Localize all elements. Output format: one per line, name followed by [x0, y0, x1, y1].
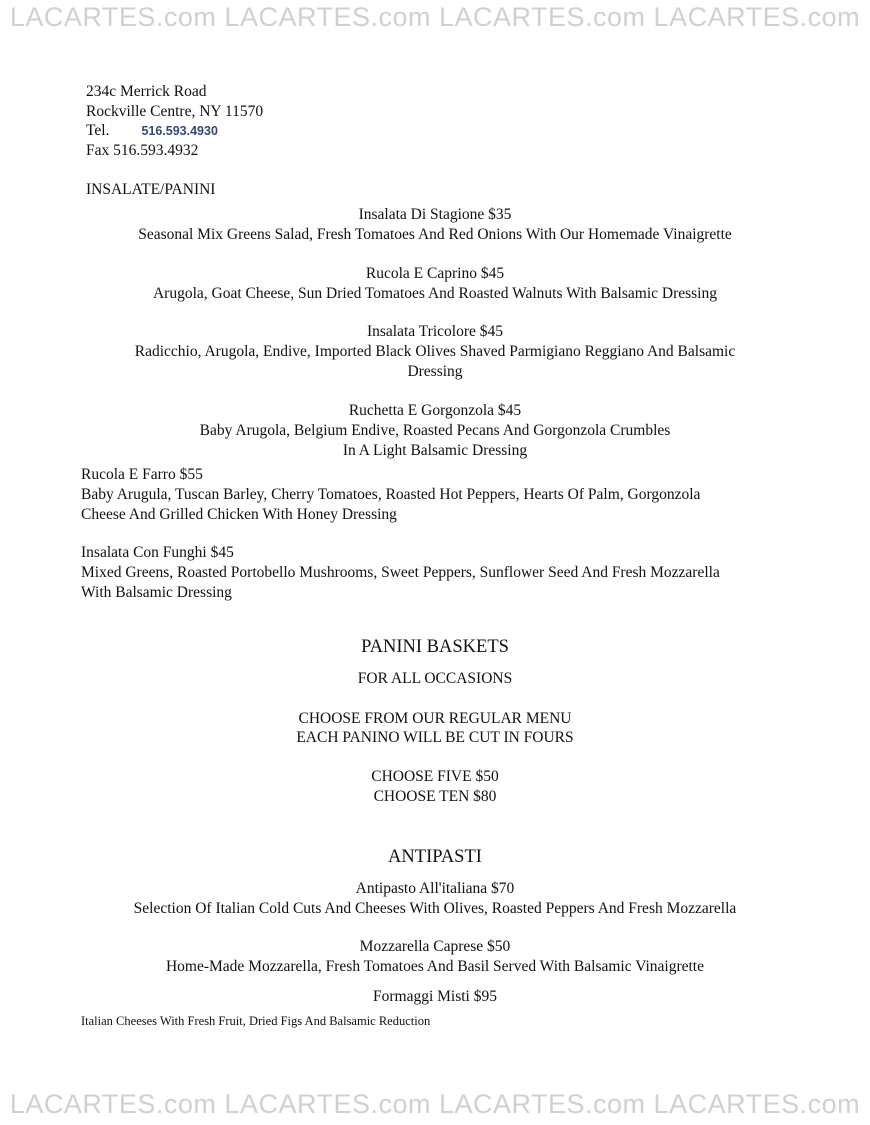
menu-item-name: Antipasto All'italiana $70 [355, 880, 515, 897]
tel-label: Tel. [86, 122, 110, 139]
menu-item-desc: Mixed Greens, Roasted Portobello Mushrooms, Sweet Peppers, Sunflower Seed And Fresh Mozzarella [81, 564, 720, 581]
menu-item-desc: Home-Made Mozzarella, Fresh Tomatoes And Basil Served With Balsamic Vinaigrette [165, 958, 704, 975]
address-city: Rockville Centre, NY 11570 [86, 103, 264, 120]
menu-item-desc: Baby Arugola, Belgium Endive, Roasted Pecans And Gorgonzola Crumbles [199, 422, 671, 439]
menu-item-name: Insalata Con Funghi $45 [81, 544, 234, 561]
menu-item-desc: In A Light Balsamic Dressing [342, 442, 528, 459]
watermark-top: LACARTES.com LACARTES.com LACARTES.com LACARTES.com [9, 2, 861, 32]
panini-baskets-line: EACH PANINO WILL BE CUT IN FOURS [296, 729, 574, 746]
menu-item-name: Formaggi Misti $95 [372, 988, 497, 1005]
menu-item-name: Rucola E Farro $55 [81, 466, 203, 483]
address-street: 234c Merrick Road [86, 83, 207, 100]
panini-baskets-subheading: FOR ALL OCCASIONS [357, 670, 513, 687]
address-tel [86, 121, 218, 141]
menu-item-name: Rucola E Caprino $45 [365, 265, 505, 282]
menu-item-name: Insalata Tricolore $45 [366, 323, 504, 340]
menu-item-name: Insalata Di Stagione $35 [358, 206, 512, 223]
menu-item-desc: Selection Of Italian Cold Cuts And Cheeses With Olives, Roasted Peppers And Fresh Mozzarella [133, 900, 737, 917]
tel-number: 516.593.4930 [141, 124, 218, 138]
antipasti-heading: ANTIPASTI [388, 847, 482, 867]
menu-item-desc: Arugola, Goat Cheese, Sun Dried Tomatoes And Roasted Walnuts With Balsamic Dressing [152, 285, 717, 302]
menu-item-desc: Italian Cheeses With Fresh Fruit, Dried Figs And Balsamic Reduction [81, 1014, 431, 1028]
address-fax: Fax 516.593.4932 [86, 142, 199, 159]
panini-baskets-price: CHOOSE TEN $80 [373, 788, 497, 805]
panini-baskets-line: CHOOSE FROM OUR REGULAR MENU [298, 710, 572, 727]
menu-item-desc: Baby Arugula, Tuscan Barley, Cherry Tomatoes, Roasted Hot Peppers, Hearts Of Palm, Gorgonzola [81, 486, 701, 503]
menu-item-desc: Cheese And Grilled Chicken With Honey Dressing [81, 506, 397, 523]
menu-item-name: Mozzarella Caprese $50 [359, 938, 511, 955]
menu-item-desc: Dressing [407, 363, 463, 380]
watermark-bottom: LACARTES.com LACARTES.com LACARTES.com LACARTES.com [9, 1089, 861, 1119]
insalate-heading: INSALATE/PANINI [86, 181, 216, 198]
menu-item-name: Ruchetta E Gorgonzola $45 [348, 402, 522, 419]
menu-item-desc: Seasonal Mix Greens Salad, Fresh Tomatoes And Red Onions With Our Homemade Vinaigrette [138, 226, 732, 243]
panini-baskets-heading: PANINI BASKETS [361, 637, 509, 657]
menu-item-desc: With Balsamic Dressing [81, 584, 232, 601]
menu-item-desc: Radicchio, Arugola, Endive, Imported Black Olives Shaved Parmigiano Reggiano And Balsamic [134, 343, 736, 360]
panini-baskets-price: CHOOSE FIVE $50 [371, 768, 499, 785]
